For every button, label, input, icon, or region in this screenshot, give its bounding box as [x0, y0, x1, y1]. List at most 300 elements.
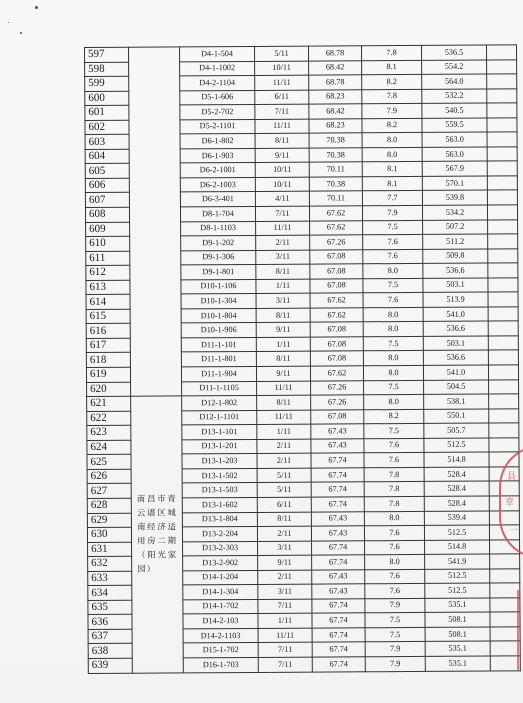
factor-cell: 7.6	[365, 569, 425, 584]
price-cell: 541.9	[425, 554, 490, 569]
empty-cell	[490, 612, 520, 627]
row-number-cell: 621	[87, 396, 131, 411]
factor-cell: 8.0	[362, 133, 422, 148]
price-cell: 540.5	[422, 103, 487, 118]
row-number-cell: 639	[88, 658, 132, 673]
factor-cell: 7.8	[362, 89, 422, 104]
floor-cell: 4/11	[255, 192, 309, 207]
factor-cell: 7.5	[364, 424, 424, 439]
area-cell: 70.38	[309, 133, 362, 148]
empty-cell	[488, 292, 518, 307]
price-cell: 512.5	[425, 583, 490, 598]
price-cell: 512.5	[425, 569, 490, 584]
price-cell: 528.4	[424, 496, 489, 511]
factor-cell: 7.8	[364, 496, 424, 511]
row-number-cell: 603	[85, 135, 129, 150]
factor-cell: 7.9	[365, 656, 425, 671]
floor-cell: 2/11	[257, 439, 311, 454]
floor-cell: 10/11	[255, 177, 309, 192]
factor-cell: 7.5	[363, 220, 423, 235]
floor-cell: 10/11	[255, 163, 309, 178]
area-cell: 67.43	[311, 511, 364, 526]
price-cell: 559.5	[422, 118, 487, 133]
factor-cell: 8.2	[364, 409, 424, 424]
unit-cell: D5-2-1101	[180, 119, 255, 134]
empty-cell	[487, 161, 517, 176]
price-cell: 570.1	[422, 176, 487, 191]
area-cell: 67.74	[312, 613, 365, 628]
area-cell: 67.74	[311, 453, 364, 468]
price-cell: 536.5	[421, 45, 486, 60]
area-cell: 67.08	[310, 322, 363, 337]
unit-cell: D13-1-502	[182, 468, 257, 483]
price-cell: 511.2	[423, 234, 488, 249]
price-cell: 503.1	[423, 278, 488, 293]
row-number-cell: 606	[85, 178, 129, 193]
area-cell: 67.08	[310, 337, 363, 352]
area-cell: 67.74	[312, 642, 365, 657]
area-cell: 67.08	[310, 264, 363, 279]
area-cell: 70.38	[309, 177, 362, 192]
row-number-cell: 599	[85, 76, 129, 91]
row-number-cell: 605	[85, 164, 129, 179]
row-number-cell: 624	[87, 440, 131, 455]
area-cell: 70.11	[309, 162, 362, 177]
price-cell: 535.1	[425, 641, 490, 656]
price-cell: 504.5	[424, 380, 489, 395]
factor-cell: 8.0	[363, 307, 423, 322]
unit-cell: D5-2-702	[180, 105, 255, 120]
factor-cell: 7.9	[362, 205, 422, 220]
price-cell: 512.5	[424, 525, 489, 540]
scan-speck	[8, 22, 9, 23]
empty-cell	[488, 263, 518, 278]
unit-cell: D9-1-801	[181, 265, 256, 280]
area-cell: 67.74	[311, 482, 364, 497]
empty-cell	[487, 132, 517, 147]
unit-cell: D10-1-906	[181, 323, 256, 338]
area-cell: 67.08	[310, 279, 363, 294]
price-cell: 550.1	[424, 409, 489, 424]
price-cell: 563.0	[422, 147, 487, 162]
floor-cell: 2/11	[257, 453, 311, 468]
factor-cell: 7.8	[361, 45, 421, 60]
empty-cell	[487, 88, 517, 103]
row-number-cell: 598	[85, 62, 129, 77]
price-cell: 507.2	[423, 220, 488, 235]
floor-cell: 8/11	[256, 308, 310, 323]
empty-cell	[488, 249, 518, 264]
floor-cell: 11/11	[257, 410, 311, 425]
empty-cell	[488, 234, 518, 249]
factor-cell: 7.5	[363, 278, 423, 293]
area-cell: 67.43	[312, 584, 365, 599]
unit-cell: D13-2-303	[183, 541, 258, 556]
unit-cell: D8-1-1103	[181, 221, 256, 236]
floor-cell: 1/11	[258, 613, 312, 628]
empty-cell	[488, 321, 518, 336]
unit-cell: D9-1-306	[181, 250, 256, 265]
scan-speck	[35, 6, 38, 9]
empty-cell	[488, 219, 518, 234]
row-number-cell: 614	[86, 295, 130, 310]
area-cell: 67.74	[312, 555, 365, 570]
area-cell: 67.62	[309, 206, 362, 221]
floor-cell: 3/11	[256, 250, 310, 265]
price-cell: 541.0	[423, 365, 488, 380]
unit-cell: D14-2-103	[183, 614, 258, 629]
factor-cell: 8.0	[363, 322, 423, 337]
area-cell: 70.11	[309, 191, 362, 206]
empty-cell	[489, 394, 519, 409]
row-number-cell: 634	[88, 585, 132, 600]
factor-cell: 7.6	[364, 438, 424, 453]
price-cell: 536.6	[423, 263, 488, 278]
unit-cell: D6-2-1003	[180, 177, 255, 192]
row-number-cell: 613	[86, 280, 130, 295]
area-cell: 67.62	[310, 366, 363, 381]
area-cell: 67.74	[312, 599, 365, 614]
row-number-cell: 601	[85, 105, 129, 120]
price-cell: 536.6	[423, 351, 488, 366]
unit-cell: D11-1-101	[181, 337, 256, 352]
factor-cell: 8.0	[364, 511, 424, 526]
unit-cell: D13-2-902	[183, 556, 258, 571]
area-cell: 67.26	[310, 235, 363, 250]
factor-cell: 7.5	[363, 336, 423, 351]
row-number-cell: 612	[86, 265, 130, 280]
empty-cell	[487, 103, 517, 118]
floor-cell: 9/11	[256, 366, 310, 381]
unit-cell: D14-1-204	[183, 570, 258, 585]
row-number-cell: 633	[88, 571, 132, 586]
floor-cell: 7/11	[258, 657, 312, 672]
row-number-cell: 607	[85, 193, 129, 208]
factor-cell: 7.5	[365, 613, 425, 628]
factor-cell: 8.1	[362, 176, 422, 191]
factor-cell: 8.0	[362, 147, 422, 162]
area-cell: 67.62	[310, 293, 363, 308]
price-cell: 538.1	[424, 394, 489, 409]
floor-cell: 6/11	[257, 497, 311, 512]
unit-cell: D4-2-1104	[180, 76, 255, 91]
price-cell: 564.0	[422, 74, 487, 89]
floor-cell: 7/11	[258, 599, 312, 614]
empty-cell	[488, 278, 518, 293]
row-number-cell: 620	[87, 382, 131, 397]
factor-cell: 7.6	[365, 584, 425, 599]
price-cell: 534.2	[422, 205, 487, 220]
unit-cell: D6-1-903	[180, 148, 255, 163]
floor-cell: 11/11	[255, 75, 309, 90]
floor-cell: 8/11	[255, 133, 309, 148]
floor-cell: 8/11	[257, 395, 311, 410]
floor-cell: 7/11	[255, 206, 309, 221]
area-cell: 67.26	[311, 395, 364, 410]
row-number-cell: 617	[86, 338, 130, 353]
area-cell: 70.38	[309, 148, 362, 163]
row-number-cell: 604	[85, 149, 129, 164]
empty-cell	[488, 336, 518, 351]
area-cell: 68.78	[309, 75, 362, 90]
floor-cell: 1/11	[256, 279, 310, 294]
empty-cell	[490, 598, 520, 613]
row-number-cell: 616	[86, 324, 130, 339]
floor-cell: 7/11	[255, 104, 309, 119]
area-cell: 68.78	[308, 46, 361, 61]
price-cell: 567.9	[422, 161, 487, 176]
price-cell: 539.4	[424, 511, 489, 526]
factor-cell: 7.7	[362, 191, 422, 206]
unit-cell: D11-1-801	[181, 352, 256, 367]
empty-cell	[490, 554, 520, 569]
row-number-cell: 609	[86, 222, 130, 237]
empty-cell	[487, 205, 517, 220]
factor-cell: 8.2	[362, 75, 422, 90]
unit-cell: D4-1-504	[180, 46, 255, 61]
factor-cell: 7.6	[363, 235, 423, 250]
empty-cell	[487, 118, 517, 133]
unit-cell: D9-1-202	[181, 236, 256, 251]
empty-cell	[487, 176, 517, 191]
empty-cell	[489, 423, 519, 438]
unit-cell: D10-1-106	[181, 279, 256, 294]
floor-cell: 11/11	[257, 381, 311, 396]
unit-cell: D6-1-802	[180, 134, 255, 149]
area-cell: 67.74	[312, 628, 365, 643]
floor-cell: 1/11	[257, 424, 311, 439]
row-number-cell: 600	[85, 91, 129, 106]
empty-cell	[488, 307, 518, 322]
row-number-cell: 608	[85, 207, 129, 222]
unit-cell: D8-1-704	[180, 206, 255, 221]
area-cell: 67.08	[311, 409, 364, 424]
unit-cell: D14-1-304	[183, 585, 258, 600]
factor-cell: 7.8	[364, 467, 424, 482]
row-number-cell: 623	[87, 425, 131, 440]
floor-cell: 7/11	[258, 643, 312, 658]
row-number-cell: 632	[88, 556, 132, 571]
unit-cell: D13-1-804	[182, 512, 257, 527]
unit-cell: D14-2-1103	[183, 628, 258, 643]
row-number-cell: 615	[86, 309, 130, 324]
factor-cell: 8.1	[362, 60, 422, 75]
red-seal-edge	[517, 590, 523, 670]
area-cell: 67.74	[312, 657, 365, 672]
row-number-cell: 622	[87, 411, 131, 426]
row-number-cell: 626	[87, 469, 131, 484]
floor-cell: 11/11	[255, 119, 309, 134]
row-number-cell: 631	[88, 542, 132, 557]
unit-cell: D11-1-1105	[182, 381, 257, 396]
red-seal-stamp: 县 章 一	[499, 445, 523, 559]
row-number-cell: 637	[88, 629, 132, 644]
floor-cell: 5/11	[257, 468, 311, 483]
scan-speck	[20, 32, 22, 34]
empty-cell	[487, 190, 517, 205]
unit-cell: D13-1-201	[182, 439, 257, 454]
area-cell: 68.23	[309, 119, 362, 134]
row-number-cell: 611	[86, 251, 130, 266]
empty-cell	[486, 45, 516, 60]
row-number-cell: 636	[88, 615, 132, 630]
empty-cell	[488, 365, 518, 380]
price-cell: 539.8	[422, 191, 487, 206]
row-number-cell: 597	[85, 47, 129, 62]
unit-cell: D10-1-804	[181, 308, 256, 323]
factor-cell: 8.0	[363, 264, 423, 279]
row-number-cell: 638	[88, 644, 132, 659]
floor-cell: 5/11	[254, 46, 308, 61]
factor-cell: 8.0	[363, 351, 423, 366]
area-cell: 68.42	[309, 104, 362, 119]
price-cell: 535.1	[425, 656, 490, 671]
row-number-cell: 625	[87, 455, 131, 470]
area-cell: 67.43	[311, 526, 364, 541]
floor-cell: 9/11	[256, 323, 310, 338]
floor-cell: 2/11	[258, 570, 312, 585]
unit-cell: D14-1-702	[183, 599, 258, 614]
price-cell: 509.8	[423, 249, 488, 264]
unit-cell: D16-1-703	[183, 657, 258, 672]
unit-cell: D11-1-904	[181, 366, 256, 381]
unit-cell: D13-1-503	[182, 483, 257, 498]
unit-cell: D12-1-1101	[182, 410, 257, 425]
unit-cell: D5-1-606	[180, 90, 255, 105]
price-cell: 532.2	[422, 89, 487, 104]
unit-cell: D6-3-401	[180, 192, 255, 207]
factor-cell: 8.0	[364, 395, 424, 410]
empty-cell	[490, 569, 520, 584]
floor-cell: 1/11	[256, 337, 310, 352]
project-name-cell: 南昌市青云谱区城南经济适用房二期（阳光家园）	[131, 396, 184, 673]
area-cell: 67.43	[311, 439, 364, 454]
price-cell: 554.2	[422, 60, 487, 75]
floor-cell: 9/11	[255, 148, 309, 163]
row-number-cell: 635	[88, 600, 132, 615]
empty-cell	[489, 409, 519, 424]
factor-cell: 8.2	[362, 118, 422, 133]
floor-cell: 5/11	[257, 483, 311, 498]
floor-cell: 3/11	[256, 293, 310, 308]
price-cell: 536.6	[423, 321, 488, 336]
unit-cell: D12-1-802	[182, 396, 257, 411]
row-number-cell: 629	[87, 513, 131, 528]
row-number-cell: 619	[86, 367, 130, 382]
price-cell: 535.1	[425, 598, 490, 613]
factor-cell: 7.8	[364, 482, 424, 497]
unit-cell: D6-2-1001	[180, 163, 255, 178]
empty-cell	[490, 627, 520, 642]
unit-cell: D15-1-702	[183, 643, 258, 658]
price-cell: 508.1	[425, 612, 490, 627]
price-cell: 512.5	[424, 438, 489, 453]
project-cell-blank	[129, 47, 182, 396]
factor-cell: 7.5	[365, 627, 425, 642]
area-cell: 67.74	[311, 468, 364, 483]
price-cell: 514.8	[425, 540, 490, 555]
price-cell: 508.1	[425, 627, 490, 642]
row-number-cell: 602	[85, 120, 129, 135]
unit-cell: D13-1-203	[182, 454, 257, 469]
factor-cell: 7.6	[363, 293, 423, 308]
floor-cell: 6/11	[255, 90, 309, 105]
floor-cell: 8/11	[256, 352, 310, 367]
housing-allocation-table	[84, 44, 521, 673]
floor-cell: 8/11	[256, 264, 310, 279]
floor-cell: 8/11	[257, 512, 311, 527]
floor-cell: 10/11	[255, 61, 309, 76]
price-cell: 528.4	[424, 467, 489, 482]
area-cell: 67.62	[310, 220, 363, 235]
unit-cell: D4-1-1002	[180, 61, 255, 76]
factor-cell: 8.0	[363, 365, 423, 380]
floor-cell: 2/11	[257, 526, 311, 541]
area-cell: 67.43	[311, 424, 364, 439]
area-cell: 68.23	[309, 89, 362, 104]
factor-cell: 7.6	[364, 525, 424, 540]
unit-cell: D13-1-101	[182, 425, 257, 440]
area-cell: 67.62	[310, 308, 363, 323]
price-cell: 563.0	[422, 132, 487, 147]
empty-cell	[487, 74, 517, 89]
row-number-cell: 628	[87, 498, 131, 513]
floor-cell: 9/11	[258, 555, 312, 570]
floor-cell: 11/11	[258, 628, 312, 643]
area-cell: 67.26	[311, 380, 364, 395]
row-number-cell: 627	[87, 484, 131, 499]
unit-cell: D10-1-304	[181, 294, 256, 309]
area-cell: 67.08	[310, 249, 363, 264]
factor-cell: 7.9	[365, 598, 425, 613]
floor-cell: 11/11	[256, 221, 310, 236]
empty-cell	[487, 147, 517, 162]
empty-cell	[490, 656, 520, 671]
factor-cell: 8.0	[365, 555, 425, 570]
row-number-cell: 618	[86, 353, 130, 368]
area-cell: 67.74	[311, 497, 364, 512]
price-cell: 541.0	[423, 307, 488, 322]
unit-cell: D13-2-204	[182, 526, 257, 541]
factor-cell: 7.9	[362, 104, 422, 119]
empty-cell	[489, 438, 519, 453]
empty-cell	[490, 641, 520, 656]
empty-cell	[489, 379, 519, 394]
area-cell: 67.43	[312, 569, 365, 584]
row-number-cell: 610	[86, 236, 130, 251]
floor-cell: 3/11	[258, 541, 312, 556]
factor-cell: 7.6	[365, 540, 425, 555]
area-cell: 67.08	[310, 351, 363, 366]
empty-cell	[488, 350, 518, 365]
empty-cell	[490, 583, 520, 598]
factor-cell: 7.6	[363, 249, 423, 264]
price-cell: 505.7	[424, 423, 489, 438]
price-cell: 528.4	[424, 481, 489, 496]
empty-cell	[487, 59, 517, 74]
price-cell: 514.8	[424, 452, 489, 467]
factor-cell: 7.6	[364, 453, 424, 468]
price-cell: 503.1	[423, 336, 488, 351]
factor-cell: 7.5	[364, 380, 424, 395]
floor-cell: 3/11	[258, 584, 312, 599]
unit-cell: D13-1-602	[182, 497, 257, 512]
row-number-cell: 630	[87, 527, 131, 542]
factor-cell: 8.1	[362, 162, 422, 177]
price-cell: 513.9	[423, 292, 488, 307]
factor-cell: 7.9	[365, 642, 425, 657]
floor-cell: 2/11	[256, 235, 310, 250]
